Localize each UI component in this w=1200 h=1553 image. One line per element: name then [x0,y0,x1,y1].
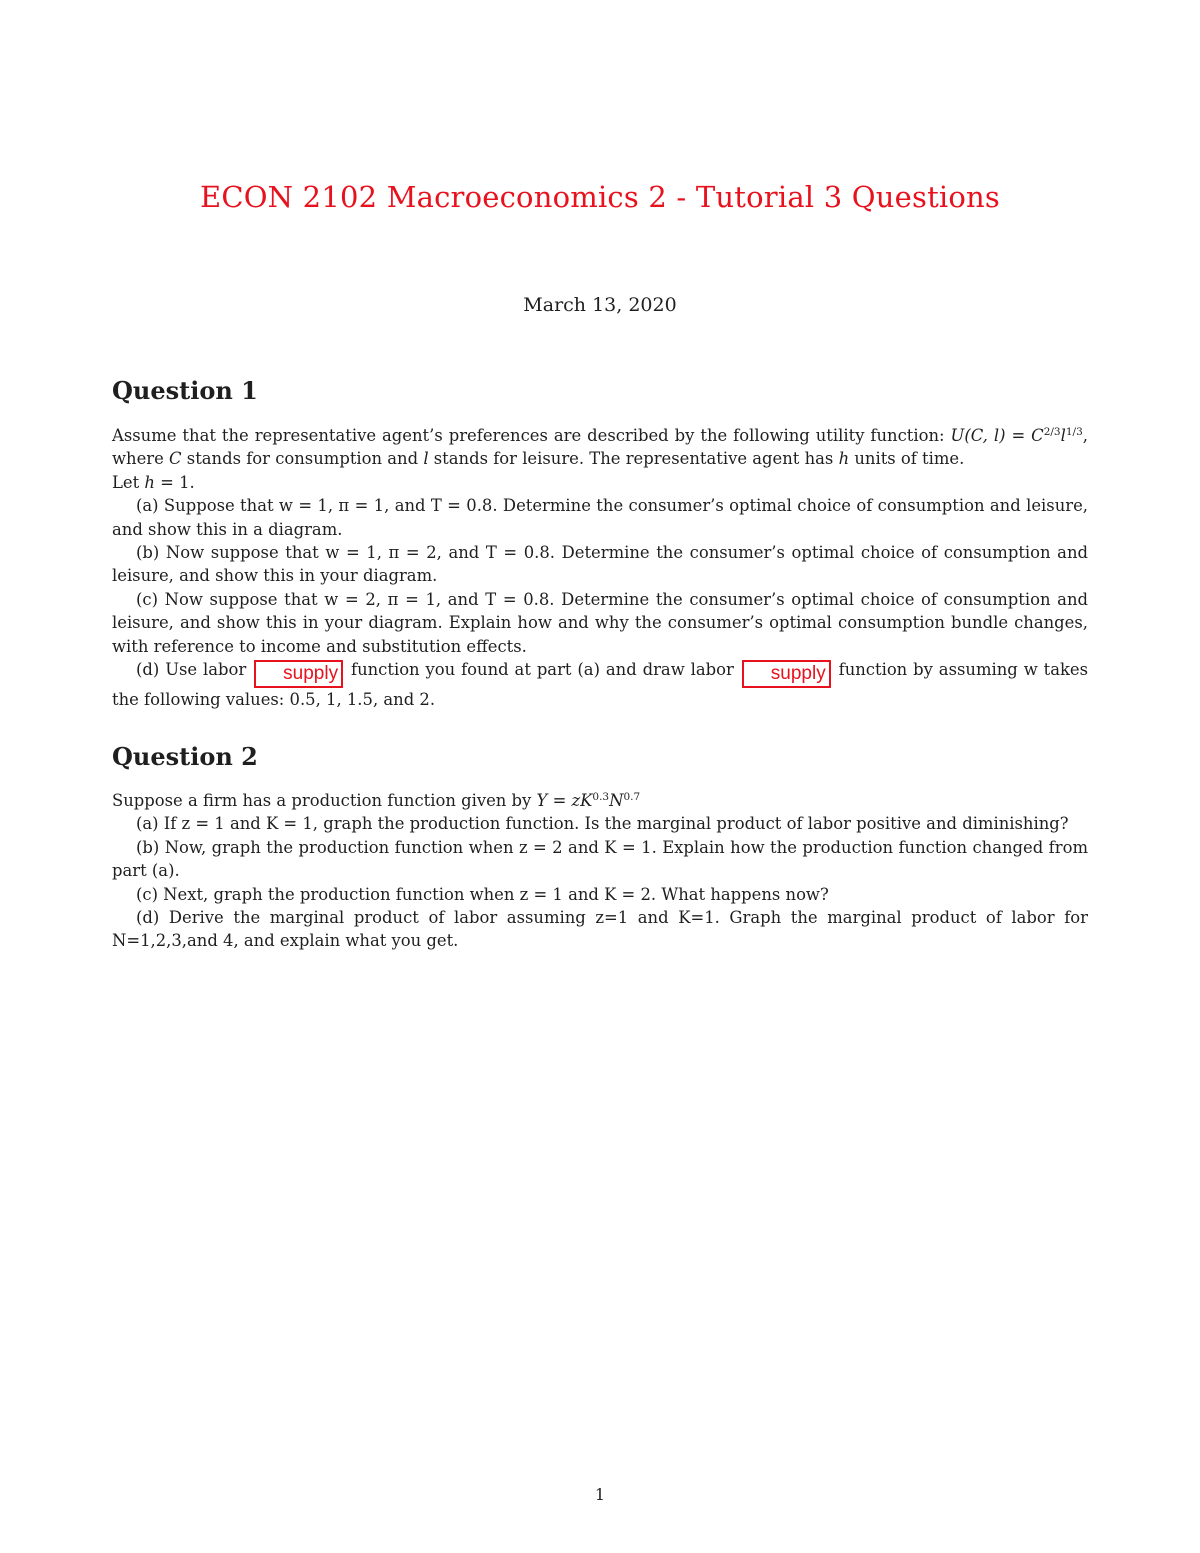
highlighted-word-supply: supply [254,660,343,688]
highlighted-word-supply: supply [742,660,831,688]
question-1-body [112,424,1088,711]
question-1-part-b: (b) Now suppose that w = 1, π = 2, and T = 0.8. Determine the consumer’s optimal choice of consumption and leisure, and show this in your diagram. [112,543,1088,586]
document-date: March 13, 2020 [523,294,677,316]
question-2-part-b: (b) Now, graph the production function when z = 2 and K = 1. Explain how the production function changed from part (a). [112,837,1088,881]
question-2-part-c: (c) Next, graph the production function when z = 1 and K = 2. What happens now? [136,884,829,904]
document-title: ECON 2102 Macroeconomics 2 - Tutorial 3 Questions [199,180,1001,214]
question-2-part-d: (d) Derive the marginal product of labor assuming z=1 and K=1. Graph the marginal product of labor for N=1,2,3,and 4, and explain what you get. [112,908,1088,951]
question-2-body [112,789,1088,953]
question-2-part-a: (a) If z = 1 and K = 1, graph the production function. Is the marginal product of labor positive and diminishing? [136,814,1069,834]
question-2-intro: Suppose a firm has a production function given by $Y = zK^{0.3}N^{0.7}$ [112,791,641,810]
question-1-part-a: (a) Suppose that w = 1, π = 1, and T = 0.8. Determine the consumer’s optimal choice of consumption and leisure, and show this in a diagram. [112,496,1088,539]
page-number: 1 [594,1485,606,1504]
question-1-part-d: (d) Use labor supply function you found at part (a) and draw labor supply function by assuming w takes the following values: 0.5, 1, 1.5, and 2. [112,660,1089,710]
question-1-intro: Assume that the representative agent’s preferences are described by the following utility function: U(C, $l) = C^{2/3}l^{1/3}$, where C stands for consumption and l stands for leisure. The representative agent has h units of time. [112,426,1088,469]
question-1-part-c: (c) Now suppose that w = 2, π = 1, and T = 0.8. Determine the consumer’s optimal choice of consumption and leisure, and show this in your diagram. Explain how and why the consumer’s optimal consumption bundle changes, with reference to income and substitution effects. [112,589,1088,656]
question-1-heading: Question 1 [112,376,258,405]
question-2-heading: Question 2 [112,742,258,771]
question-1-let: Let h = 1. [112,472,195,492]
